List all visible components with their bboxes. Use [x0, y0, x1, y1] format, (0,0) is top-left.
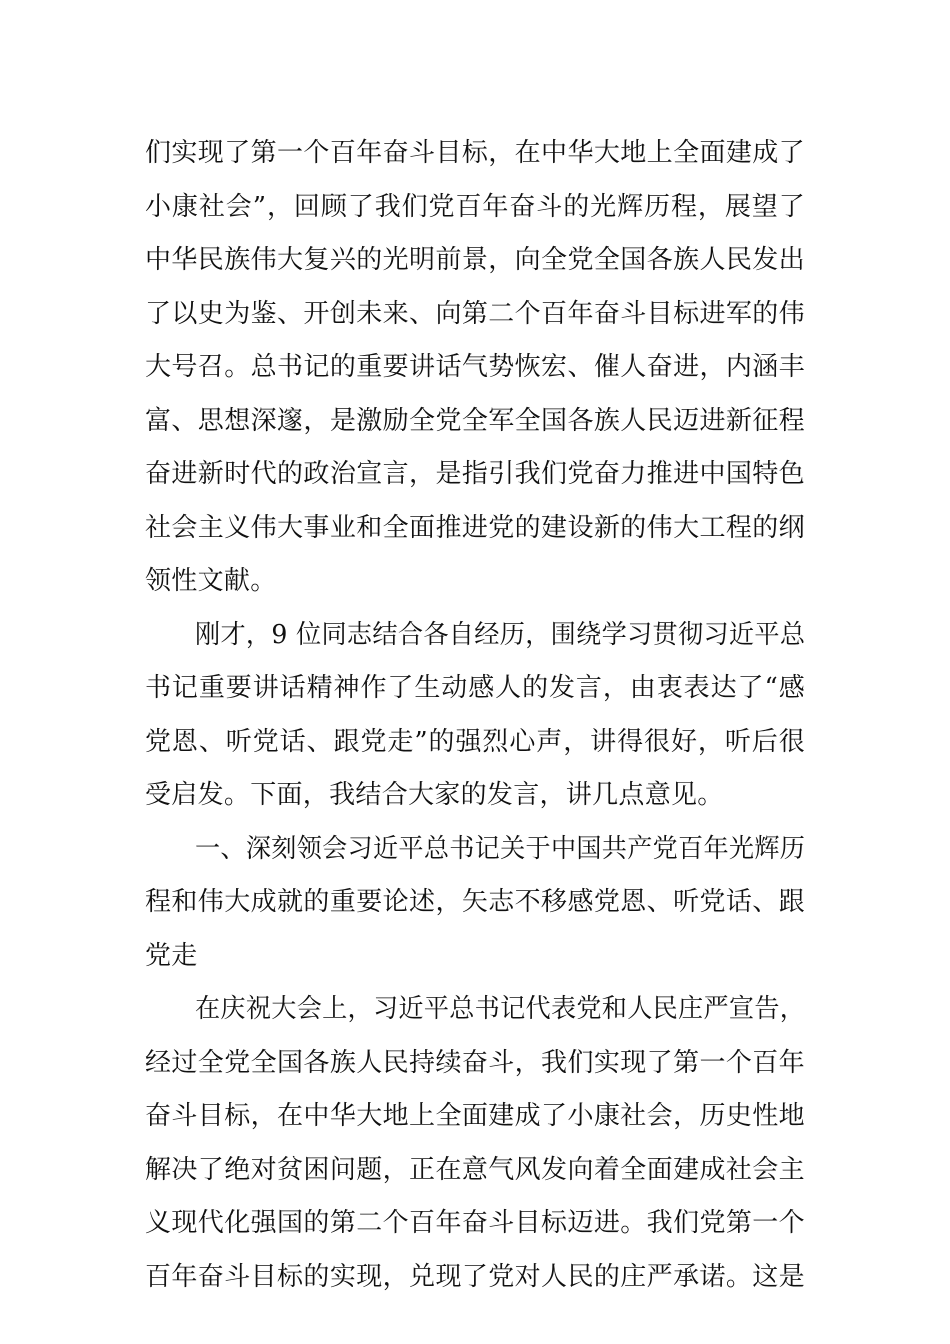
section-heading-line: 程和伟大成就的重要论述，矢志不移感党恩、听党话、跟	[145, 887, 805, 917]
section-heading-line: 一、深刻领会习近平总书记关于中国共产党百年光辉历	[195, 834, 806, 864]
text-line: 富、思想深邃，是激励全党全军全国各族人民迈进新征程	[145, 406, 805, 436]
text-line: 党恩、听党话、跟党走”的强烈心声，讲得很好，听后很	[145, 727, 805, 757]
text-line: 书记重要讲话精神作了生动感人的发言，由衷表达了“感	[145, 673, 805, 703]
text-line: 受启发。下面，我结合大家的发言，讲几点意见。	[145, 780, 724, 810]
text-line: 奋斗目标，在中华大地上全面建成了小康社会，历史性地	[145, 1101, 805, 1131]
text-line: 中华民族伟大复兴的光明前景，向全党全国各族人民发出	[145, 245, 805, 275]
text-line: 了以史为鉴、开创未来、向第二个百年奋斗目标进军的伟	[145, 299, 805, 329]
text-line: 小康社会”，回顾了我们党百年奋斗的光辉历程，展望了	[145, 192, 805, 222]
text-line: 领性文献。	[145, 566, 277, 596]
paragraph-first-line: 刚才，9 位同志结合各自经历，围绕学习贯彻习近平总	[195, 620, 806, 650]
text-line: 社会主义伟大事业和全面推进党的建设新的伟大工程的纲	[145, 513, 805, 543]
paragraph-first-line: 在庆祝大会上，习近平总书记代表党和人民庄严宣告，	[195, 994, 806, 1024]
text-line: 百年奋斗目标的实现，兑现了党对人民的庄严承诺。这是	[145, 1262, 805, 1292]
text-line: 义现代化强国的第二个百年奋斗目标迈进。我们党第一个	[145, 1208, 805, 1238]
section-heading-line: 党走	[145, 941, 198, 971]
text-line: 奋进新时代的政治宣言，是指引我们党奋力推进中国特色	[145, 459, 805, 489]
text-line: 们实现了第一个百年奋斗目标，在中华大地上全面建成了	[145, 138, 805, 168]
text-line: 大号召。总书记的重要讲话气势恢宏、催人奋进，内涵丰	[145, 352, 805, 382]
text-line: 经过全党全国各族人民持续奋斗，我们实现了第一个百年	[145, 1048, 805, 1078]
text-line: 解决了绝对贫困问题，正在意气风发向着全面建成社会主	[145, 1155, 805, 1185]
